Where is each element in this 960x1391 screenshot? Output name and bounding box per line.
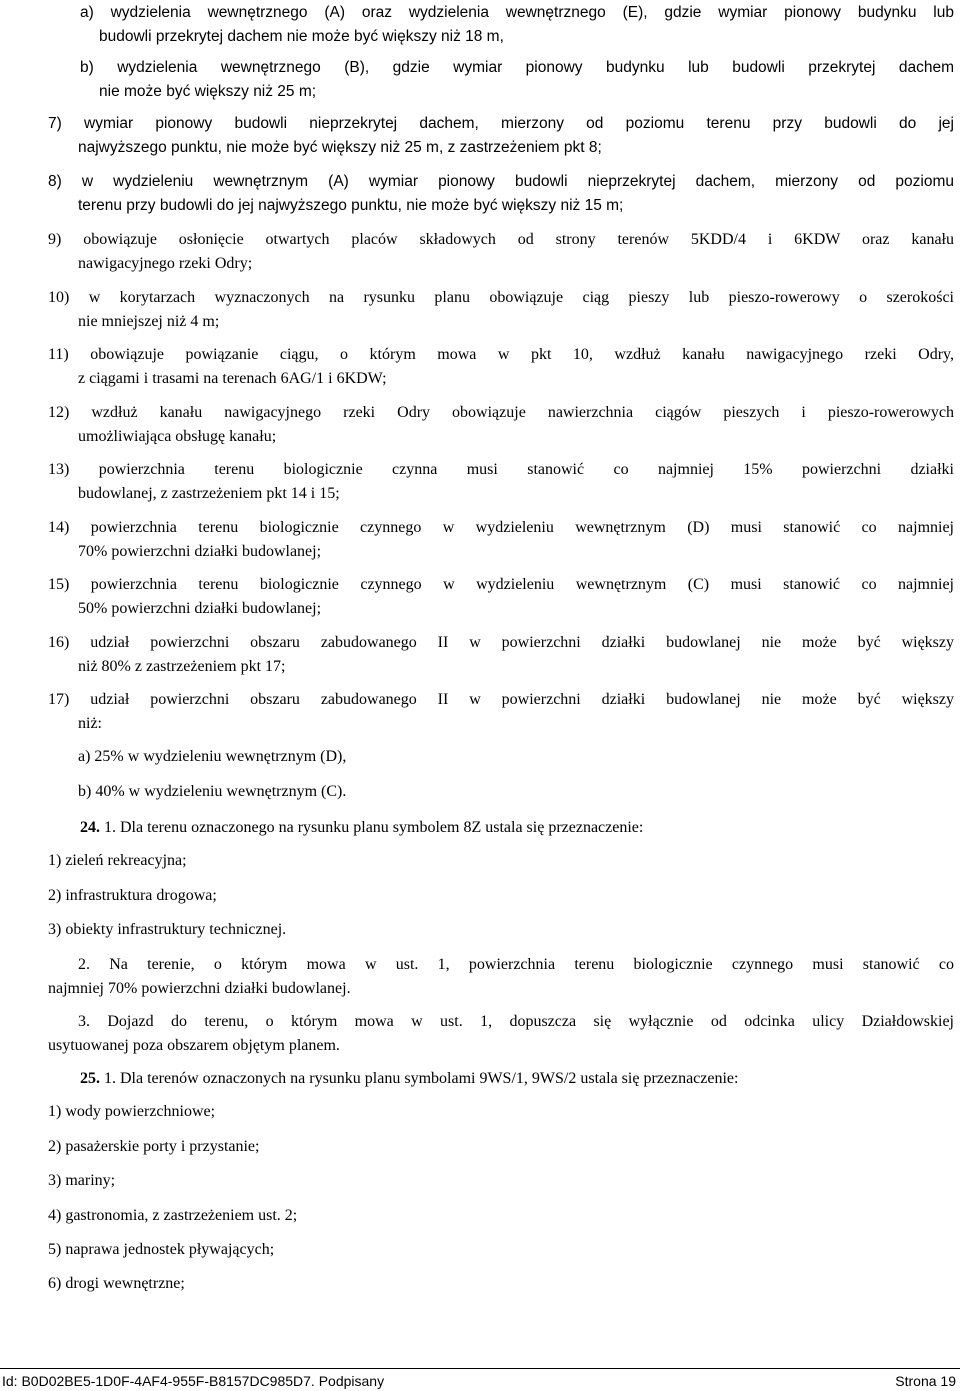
- paragraph-line: najmniej 70% powierzchni działki budowlanej.: [48, 980, 351, 997]
- paragraph-line: 70% powierzchni działki budowlanej;: [78, 543, 322, 560]
- footer-page-number: Strona 19: [895, 1373, 956, 1389]
- section-text: 1. Dla terenów oznaczonych na rysunku planu symbolami 9WS/1, 9WS/2 ustala się przeznaczenie:: [100, 1070, 739, 1087]
- section-24-ust-3: [48, 1010, 954, 1058]
- paragraph-line: umożliwiająca obsługę kanału;: [78, 428, 277, 445]
- paragraph-line: 5) naprawa jednostek pływających;: [48, 1241, 275, 1258]
- section-25-item-3: [48, 1169, 115, 1193]
- paragraph-line: 9) obowiązuje osłonięcie otwartych placów składowych od strony terenów 5KDD/4 i 6KDW oraz kanału: [48, 231, 954, 248]
- section-25-item-5: [48, 1238, 274, 1262]
- point-16: [48, 631, 954, 679]
- point-17-a: [78, 745, 346, 769]
- paragraph-line: a) wydzielenia wewnętrznego (A) oraz wydzielenia wewnętrznego (E), gdzie wymiar pionowy budynku lub: [80, 4, 954, 21]
- section-24-heading: [80, 816, 643, 840]
- point-15: [48, 573, 954, 621]
- paragraph-line: 10) w korytarzach wyznaczonych na rysunku planu obowiązuje ciąg pieszy lub pieszo-rowerowy o szerokości: [48, 289, 954, 306]
- point-17: [48, 688, 954, 736]
- paragraph-line: 6) drogi wewnętrzne;: [48, 1275, 185, 1292]
- paragraph-line: niż:: [78, 715, 102, 732]
- paragraph-line: 13) powierzchnia terenu biologicznie czynna musi stanowić co najmniej 15% powierzchni działki: [48, 461, 954, 478]
- section-24-ust-2: [48, 953, 954, 1001]
- paragraph-line: nie może być większy niż 25 m;: [99, 83, 317, 100]
- paragraph-line: 3) mariny;: [48, 1172, 116, 1189]
- section-24-item-2: [48, 884, 217, 908]
- paragraph-line: 50% powierzchni działki budowlanej;: [78, 600, 322, 617]
- point-8: [48, 170, 954, 218]
- paragraph-line: 1) wody powierzchniowe;: [48, 1103, 216, 1120]
- paragraph-line: 14) powierzchnia terenu biologicznie czynnego w wydzieleniu wewnętrznym (D) musi stanowić co najmniej: [48, 519, 954, 536]
- paragraph-line: 12) wzdłuż kanału nawigacyjnego rzeki Odry obowiązuje nawierzchnia ciągów pieszych i pieszo-rowerowych: [48, 404, 954, 421]
- paragraph-line: 3) obiekty infrastruktury technicznej.: [48, 921, 287, 938]
- paragraph-line: 4) gastronomia, z zastrzeżeniem ust. 2;: [48, 1207, 298, 1224]
- paragraph-line: b) 40% w wydzieleniu wewnętrznym (C).: [78, 783, 347, 800]
- point-13: [48, 458, 954, 506]
- point-11: [48, 343, 954, 391]
- paragraph-line: terenu przy budowli do jej najwyższego punktu, nie może być większy niż 15 m;: [78, 197, 624, 214]
- paragraph-line: 7) wymiar pionowy budowli nieprzekrytej dachem, mierzony od poziomu terenu przy budowli do jej: [48, 115, 954, 132]
- section-number: 24.: [80, 819, 100, 836]
- footer-divider: [0, 1368, 960, 1369]
- section-text: 1. Dla terenu oznaczonego na rysunku planu symbolem 8Z ustala się przeznaczenie:: [100, 819, 644, 836]
- paragraph-line: b) wydzielenia wewnętrznego (B), gdzie wymiar pionowy budynku lub budowli przekrytej dachem: [80, 59, 954, 76]
- section-25-item-6: [48, 1272, 185, 1296]
- paragraph-line: budowlanej, z zastrzeżeniem pkt 14 i 15;: [78, 485, 340, 502]
- paragraph-line: 8) w wydzieleniu wewnętrznym (A) wymiar pionowy budowli nieprzekrytej dachem, mierzony od poziomu: [48, 173, 954, 190]
- footer-document-id: Id: B0D02BE5-1D0F-4AF4-955F-B8157DC985D7. Podpisany: [2, 1373, 385, 1389]
- section-24-item-1: [48, 849, 187, 873]
- paragraph-line: 3. Dojazd do terenu, o którym mowa w ust. 1, dopuszcza się wyłącznie od odcinka ulicy Działdowskiej: [78, 1013, 954, 1030]
- point-17-b: [78, 780, 346, 804]
- section-25-item-4: [48, 1204, 297, 1228]
- paragraph-line: z ciągami i trasami na terenach 6AG/1 i 6KDW;: [78, 370, 387, 387]
- point-14: [48, 516, 954, 564]
- point-12: [48, 401, 954, 449]
- paragraph-line: usytuowanej poza obszarem objętym planem.: [48, 1037, 340, 1054]
- point-7: [48, 112, 954, 160]
- paragraph-line: 1) zieleń rekreacyjna;: [48, 852, 187, 869]
- paragraph-line: 15) powierzchnia terenu biologicznie czynnego w wydzieleniu wewnętrznym (C) musi stanowić co najmniej: [48, 576, 954, 593]
- paragraph-line: niż 80% z zastrzeżeniem pkt 17;: [78, 658, 286, 675]
- point-9: [48, 228, 954, 276]
- paragraph-line: nawigacyjnego rzeki Odry;: [78, 255, 253, 272]
- section-25-item-1: [48, 1100, 215, 1124]
- paragraph-line: 2. Na terenie, o którym mowa w ust. 1, powierzchnia terenu biologicznie czynnego musi stanowić co: [78, 956, 954, 973]
- list-item-b: [80, 56, 954, 104]
- section-25-heading: [80, 1067, 738, 1091]
- section-number: 25.: [80, 1070, 100, 1087]
- paragraph-line: 11) obowiązuje powiązanie ciągu, o którym mowa w pkt 10, wzdłuż kanału nawigacyjnego rzeki Odry,: [48, 346, 954, 363]
- paragraph-line: 2) infrastruktura drogowa;: [48, 887, 217, 904]
- point-10: [48, 286, 954, 334]
- paragraph-line: najwyższego punktu, nie może być większy niż 25 m, z zastrzeżeniem pkt 8;: [78, 139, 602, 156]
- paragraph-line: a) 25% w wydzieleniu wewnętrznym (D),: [78, 748, 347, 765]
- section-25-item-2: [48, 1135, 259, 1159]
- paragraph-line: 17) udział powierzchni obszaru zabudowanego II w powierzchni działki budowlanej nie może być większy: [48, 691, 954, 708]
- section-24-item-3: [48, 918, 286, 942]
- paragraph-line: budowli przekrytej dachem nie może być większy niż 18 m,: [99, 28, 504, 45]
- paragraph-line: 2) pasażerskie porty i przystanie;: [48, 1138, 260, 1155]
- paragraph-line: nie mniejszej niż 4 m;: [78, 313, 220, 330]
- list-item-a: [80, 1, 954, 49]
- paragraph-line: 16) udział powierzchni obszaru zabudowanego II w powierzchni działki budowlanej nie może być większy: [48, 634, 954, 651]
